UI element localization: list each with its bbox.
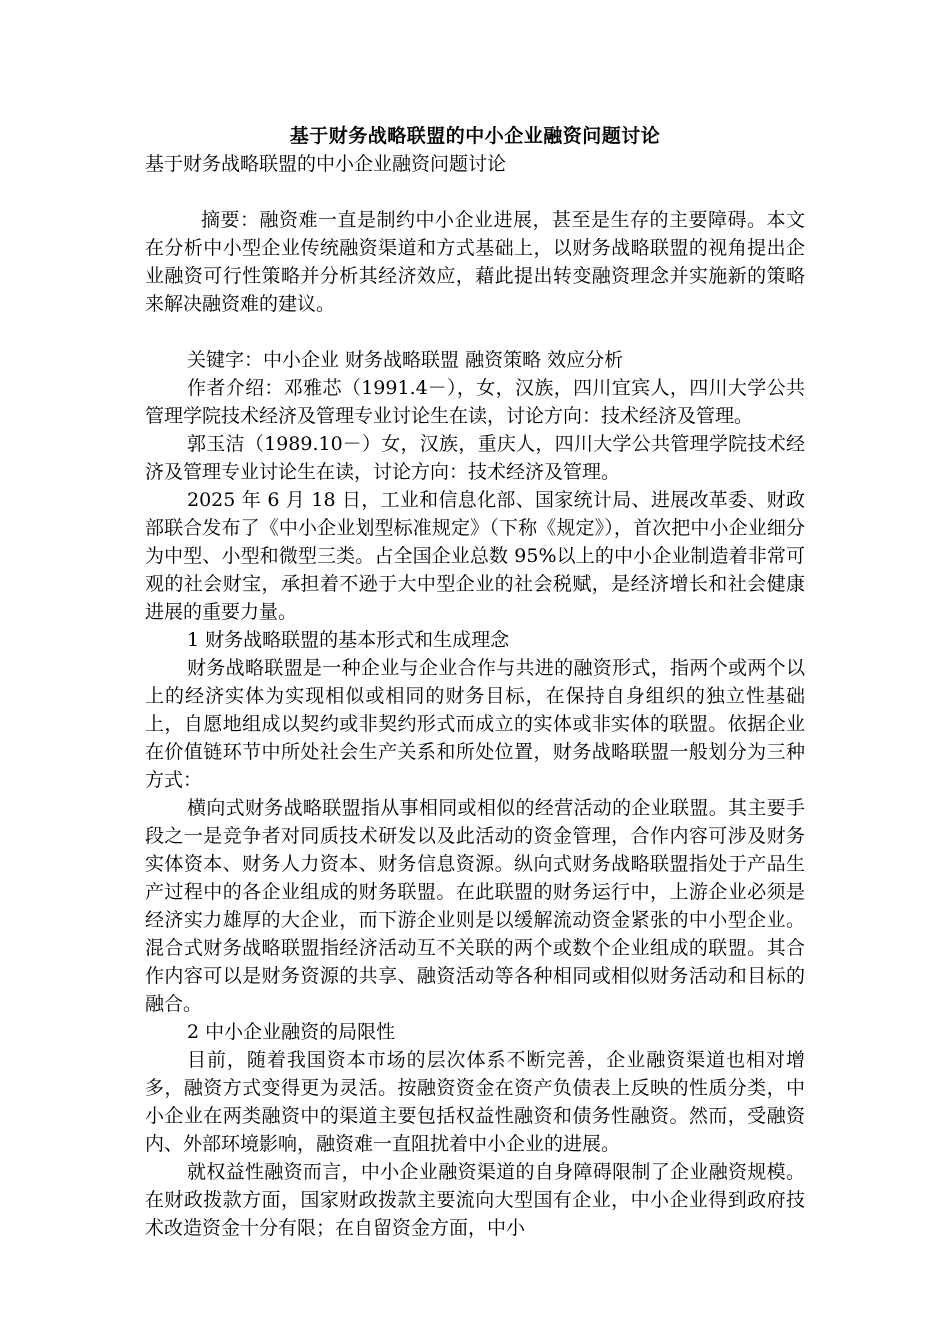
- blank-line: [145, 178, 805, 206]
- document-title: 基于财务战略联盟的中小企业融资问题讨论: [289, 125, 661, 147]
- section-heading-2: 2 中小企业融资的局限性: [187, 1021, 396, 1043]
- section2-paragraph-2: 就权益性融资而言，中小企业融资渠道的自身障碍限制了企业融资规模。在财政拨款方面，国家财政拨款主要流向大型国有企业，中小企业得到政府技术改造资金十分有限；在自留资金方面，中小: [145, 1161, 805, 1239]
- intro-paragraph: 2025 年 6 月 18 日，工业和信息化部、国家统计局、进展改革委、财政部联合发布了《中小企业划型标准规定》（下称《规定》），首次把中小企业细分为中型、小型和微型三类。占全国企业总数 95%以上的中小企业制造着非常可观的社会财宝，承担着不逊于大中型企业的社会税赋，是经济增长和社会健康进展的重要力量。: [145, 489, 805, 623]
- author-intro-paragraph: 作者介绍：邓雅芯（1991.4－），女，汉族，四川宜宾人，四川大学公共管理学院技术经济及管理专业讨论生在读，讨论方向：技术经济及管理。: [145, 377, 805, 427]
- document-page: [145, 122, 805, 1242]
- section1-paragraph-1: 财务战略联盟是一种企业与企业合作与共进的融资形式，指两个或两个以上的经济实体为实现相似或相同的财务目标，在保持自身组织的独立性基础上，自愿地组成以契约或非契约形式而成立的实体或非实体的联盟。依据企业在价值链环节中所处社会生产关系和所处位置，财务战略联盟一般划分为三种方式：: [145, 657, 805, 791]
- abstract-paragraph: 摘要：融资难一直是制约中小企业进展，甚至是生存的主要障碍。本文在分析中小型企业传统融资渠道和方式基础上，以财务战略联盟的视角提出企业融资可行性策略并分析其经济效应，藉此提出转变融资理念并实施新的策略来解决融资难的建议。: [145, 209, 805, 315]
- blank-line: [145, 318, 805, 346]
- keywords-line: 关键字：中小企业 财务战略联盟 融资策略 效应分析: [187, 349, 624, 371]
- section1-paragraph-2: 横向式财务战略联盟指从事相同或相似的经营活动的企业联盟。其主要手段之一是竞争者对同质技术研发以及此活动的资金管理，合作内容可涉及财务实体资本、财务人力资本、财务信息资源。纵向式财务战略联盟指处于产品生产过程中的各企业组成的财务联盟。在此联盟的财务运行中，上游企业必须是经济实力雄厚的大企业，而下游企业则是以缓解流动资金紧张的中小型企业。混合式财务战略联盟指经济活动互不关联的两个或数个企业组成的联盟。其合作内容可以是财务资源的共享、融资活动等各种相同或相似财务活动和目标的融合。: [145, 797, 805, 1015]
- author-intro-paragraph-2: 郭玉洁（1989.10－）女，汉族，重庆人，四川大学公共管理学院技术经济及管理专业讨论生在读，讨论方向：技术经济及管理。: [145, 433, 805, 483]
- document-subtitle: 基于财务战略联盟的中小企业融资问题讨论: [145, 153, 507, 175]
- section-heading-1: 1 财务战略联盟的基本形式和生成理念: [187, 629, 510, 651]
- section2-paragraph-1: 目前，随着我国资本市场的层次体系不断完善，企业融资渠道也相对增多，融资方式变得更为灵活。按融资资金在资产负债表上反映的性质分类，中小企业在两类融资中的渠道主要包括权益性融资和债务性融资。然而，受融资内、外部环境影响，融资难一直阻扰着中小企业的进展。: [145, 1049, 805, 1155]
